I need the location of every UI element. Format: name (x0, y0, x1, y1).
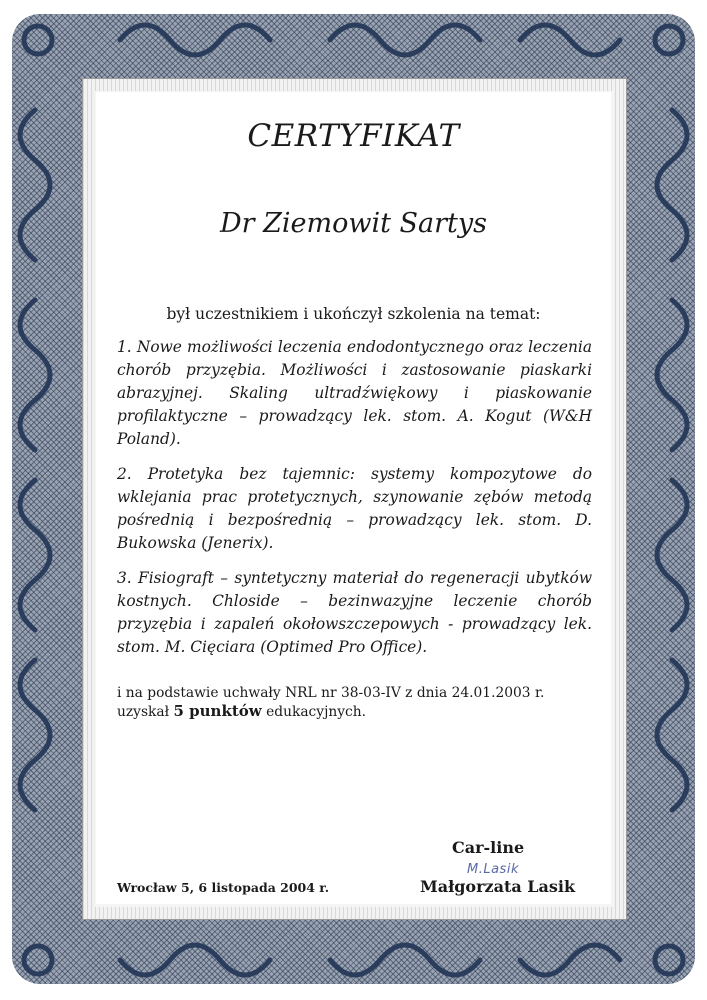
training-item: 2. Protetyka bez tajemnic: systemy kompozytowe do wklejania prac protetycznych, szynowanie zębów metodą pośrednią i bezpośrednią – prowadzący lek. stom. D. Bukowska (Jenerix). (117, 465, 592, 552)
handwritten-signature: M.Lasik (467, 862, 519, 877)
company-name: Car-line (452, 838, 525, 857)
intro-text: był uczestnikiem i ukończył szkolenia na temat: (166, 305, 541, 323)
resolution-line: i na podstawie uchwały NRL nr 38-03-IV z dnia 24.01.2003 r. (117, 685, 545, 701)
points-value: 5 punktów (173, 702, 262, 720)
signer-name: Małgorzata Lasik (420, 877, 576, 896)
points-line (117, 702, 597, 721)
training-list (117, 336, 592, 671)
resolution-basis (117, 684, 597, 721)
training-item: 1. Nowe możliwości leczenia endodontycznego oraz leczenia chorób przyzębia. Możliwości i zastosowanie piaskarki abrazyjnej. Skaling ultradźwiękowy i piaskowanie profilaktyczne – prowadzący lek. stom. A. Kogut (W&H Poland). (117, 338, 592, 448)
certificate-title: CERTYFIKAT (247, 118, 460, 154)
points-prefix: uzyskał (117, 704, 174, 720)
place-and-date: Wrocław 5, 6 listopada 2004 r. (117, 880, 330, 895)
recipient-name: Dr Ziemowit Sartys (219, 208, 487, 239)
training-item: 3. Fisiograft – syntetyczny materiał do regeneracji ubytków kostnych. Chloside – bezinwazyjne leczenie chorób przyzębia i zapaleń okołowszczepowych - prowadzący lek. stom. M. Cięciara (Optimed Pro Office). (117, 569, 592, 656)
points-suffix: edukacyjnych. (261, 704, 367, 720)
